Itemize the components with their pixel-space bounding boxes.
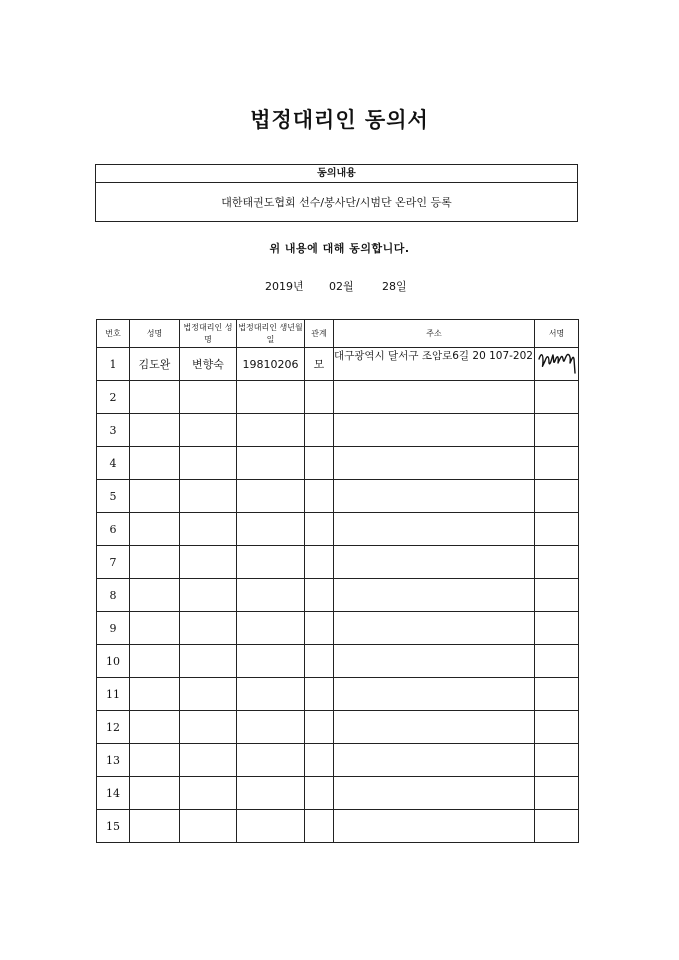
cell-address bbox=[334, 546, 535, 579]
table-row bbox=[97, 711, 579, 744]
cell-guardian-birth bbox=[237, 480, 305, 513]
header-relation: 관계 bbox=[305, 320, 334, 348]
cell-guardian-birth bbox=[237, 447, 305, 480]
cell-signature bbox=[535, 678, 579, 711]
cell-relation bbox=[305, 513, 334, 546]
date-day: 28일 bbox=[382, 280, 407, 293]
cell-relation bbox=[305, 579, 334, 612]
cell-address bbox=[334, 414, 535, 447]
header-guardian-name: 법정대리인 성명 bbox=[180, 320, 237, 348]
row-number: 15 bbox=[97, 810, 130, 843]
cell-relation: 모 bbox=[305, 348, 334, 381]
cell-signature bbox=[535, 645, 579, 678]
cell-guardian-birth bbox=[237, 645, 305, 678]
cell-signature bbox=[535, 612, 579, 645]
table-row bbox=[97, 678, 579, 711]
consent-box bbox=[95, 164, 578, 222]
table-row bbox=[97, 513, 579, 546]
cell-signature bbox=[535, 777, 579, 810]
cell-relation bbox=[305, 480, 334, 513]
cell-guardian-birth bbox=[237, 414, 305, 447]
cell-guardian-birth bbox=[237, 744, 305, 777]
cell-relation bbox=[305, 777, 334, 810]
table-row bbox=[97, 645, 579, 678]
cell-guardian-birth bbox=[237, 579, 305, 612]
cell-relation bbox=[305, 810, 334, 843]
cell-guardian-name bbox=[180, 480, 237, 513]
table-row bbox=[97, 546, 579, 579]
row-number: 10 bbox=[97, 645, 130, 678]
cell-relation bbox=[305, 546, 334, 579]
cell-name bbox=[130, 513, 180, 546]
cell-name bbox=[130, 777, 180, 810]
cell-signature bbox=[535, 480, 579, 513]
table-row bbox=[97, 414, 579, 447]
cell-name bbox=[130, 612, 180, 645]
cell-address bbox=[334, 447, 535, 480]
table-header-row bbox=[97, 320, 579, 348]
header-guardian-birth: 법정대리인 생년월일 bbox=[237, 320, 305, 348]
cell-relation bbox=[305, 612, 334, 645]
row-number: 14 bbox=[97, 777, 130, 810]
table-row bbox=[97, 777, 579, 810]
cell-address bbox=[334, 480, 535, 513]
date-year: 2019년 bbox=[265, 280, 304, 293]
cell-address bbox=[334, 381, 535, 414]
row-number: 7 bbox=[97, 546, 130, 579]
cell-guardian-name bbox=[180, 645, 237, 678]
header-address: 주소 bbox=[334, 320, 535, 348]
cell-name bbox=[130, 414, 180, 447]
cell-address bbox=[334, 612, 535, 645]
cell-guardian-name bbox=[180, 612, 237, 645]
cell-address bbox=[334, 513, 535, 546]
cell-address bbox=[334, 645, 535, 678]
cell-signature bbox=[535, 744, 579, 777]
row-number: 1 bbox=[97, 348, 130, 381]
cell-address bbox=[334, 744, 535, 777]
cell-address bbox=[334, 711, 535, 744]
cell-name bbox=[130, 744, 180, 777]
row-number: 6 bbox=[97, 513, 130, 546]
cell-guardian-name bbox=[180, 744, 237, 777]
cell-relation bbox=[305, 678, 334, 711]
cell-name bbox=[130, 447, 180, 480]
cell-address bbox=[334, 777, 535, 810]
cell-address bbox=[334, 678, 535, 711]
cell-name bbox=[130, 678, 180, 711]
cell-guardian-name bbox=[180, 546, 237, 579]
table-row bbox=[97, 810, 579, 843]
table-row bbox=[97, 579, 579, 612]
cell-guardian-birth bbox=[237, 381, 305, 414]
cell-signature bbox=[535, 513, 579, 546]
cell-signature bbox=[535, 381, 579, 414]
document-title: 법정대리인 동의서 bbox=[250, 108, 429, 132]
cell-guardian-birth bbox=[237, 810, 305, 843]
cell-address bbox=[334, 810, 535, 843]
cell-guardian-birth bbox=[237, 513, 305, 546]
row-number: 4 bbox=[97, 447, 130, 480]
cell-relation bbox=[305, 447, 334, 480]
table-row bbox=[97, 480, 579, 513]
cell-relation bbox=[305, 645, 334, 678]
cell-signature bbox=[535, 810, 579, 843]
cell-guardian-birth bbox=[237, 546, 305, 579]
cell-name: 김도완 bbox=[130, 348, 180, 381]
guardian-table bbox=[96, 319, 579, 843]
row-number: 9 bbox=[97, 612, 130, 645]
cell-guardian-name bbox=[180, 513, 237, 546]
cell-guardian-name bbox=[180, 777, 237, 810]
cell-name bbox=[130, 645, 180, 678]
cell-name bbox=[130, 546, 180, 579]
header-number: 번호 bbox=[97, 320, 130, 348]
cell-guardian-birth bbox=[237, 678, 305, 711]
table-row bbox=[97, 447, 579, 480]
cell-name bbox=[130, 480, 180, 513]
cell-signature bbox=[535, 348, 579, 381]
cell-guardian-name bbox=[180, 810, 237, 843]
cell-guardian-name: 변향숙 bbox=[180, 348, 237, 381]
cell-signature bbox=[535, 579, 579, 612]
cell-guardian-birth bbox=[237, 612, 305, 645]
cell-guardian-name bbox=[180, 678, 237, 711]
cell-relation bbox=[305, 711, 334, 744]
row-number: 11 bbox=[97, 678, 130, 711]
agreement-statement: 위 내용에 대해 동의합니다. bbox=[269, 242, 410, 255]
cell-guardian-name bbox=[180, 381, 237, 414]
cell-guardian-name bbox=[180, 711, 237, 744]
cell-name bbox=[130, 810, 180, 843]
cell-name bbox=[130, 579, 180, 612]
table-row bbox=[97, 381, 579, 414]
cell-signature bbox=[535, 447, 579, 480]
handwritten-signature-icon bbox=[537, 349, 577, 379]
cell-name bbox=[130, 711, 180, 744]
header-signature: 서명 bbox=[535, 320, 579, 348]
cell-address bbox=[334, 579, 535, 612]
table-row bbox=[97, 612, 579, 645]
cell-relation bbox=[305, 381, 334, 414]
table-row bbox=[97, 348, 579, 381]
cell-relation bbox=[305, 414, 334, 447]
cell-signature bbox=[535, 711, 579, 744]
cell-guardian-birth bbox=[237, 711, 305, 744]
date-month: 02월 bbox=[329, 280, 354, 293]
header-name: 성명 bbox=[130, 320, 180, 348]
cell-guardian-name bbox=[180, 447, 237, 480]
consent-body: 대한태권도협회 선수/봉사단/시범단 온라인 등록 bbox=[221, 196, 452, 209]
row-number: 3 bbox=[97, 414, 130, 447]
cell-relation bbox=[305, 744, 334, 777]
cell-address: 대구광역시 달서구 조암로6길 20 107-202 bbox=[334, 348, 535, 381]
cell-signature bbox=[535, 414, 579, 447]
cell-guardian-birth bbox=[237, 777, 305, 810]
row-number: 8 bbox=[97, 579, 130, 612]
consent-header: 동의내용 bbox=[96, 165, 577, 183]
cell-name bbox=[130, 381, 180, 414]
row-number: 2 bbox=[97, 381, 130, 414]
row-number: 12 bbox=[97, 711, 130, 744]
cell-guardian-birth: 19810206 bbox=[237, 348, 305, 381]
cell-guardian-name bbox=[180, 579, 237, 612]
row-number: 13 bbox=[97, 744, 130, 777]
row-number: 5 bbox=[97, 480, 130, 513]
cell-signature bbox=[535, 546, 579, 579]
table-row bbox=[97, 744, 579, 777]
cell-guardian-name bbox=[180, 414, 237, 447]
